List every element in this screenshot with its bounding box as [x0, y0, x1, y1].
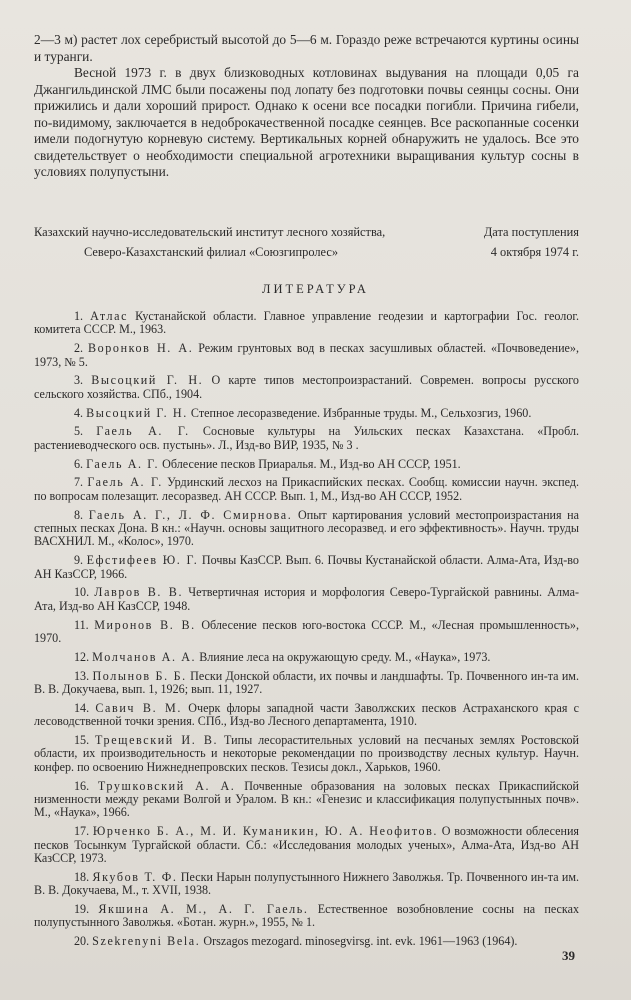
- reference-author: Гаель А. Г.: [87, 475, 163, 490]
- reference-number: 19.: [74, 902, 90, 917]
- reference-text: Облесение песков Приаралья. М., Изд-во АН СССР, 1951.: [162, 456, 461, 471]
- reference-author: Молчанов А. А.: [92, 649, 197, 664]
- reference-item: [34, 554, 579, 581]
- reference-text: Четвертичная история и морфология Северо-Тургайской равнины. Алма-Ата, Изд-во АН КазССР, 1948.: [34, 585, 579, 613]
- reference-number: 5.: [74, 424, 84, 439]
- reference-author: Полынов Б. Б.: [92, 668, 187, 683]
- reference-number: 16.: [74, 778, 90, 793]
- reference-author: Гаель А. Г.: [96, 424, 190, 439]
- reference-number: 13.: [74, 668, 90, 683]
- reference-item: [34, 425, 579, 452]
- reference-text: Естественное возобновление сосны на песках полупустынного Заволжья. «Ботан. журн.», 1955, № 1.: [34, 902, 579, 930]
- reference-text: Типы лесорастительных условий на песчаных землях Ростовской области, их производительность и некоторые рекомендации по производству лесных культур. Научн. конфер. по освоению Нижнеднепровских песков. Тезисы докл., Харьков, 1960.: [34, 733, 580, 774]
- reference-author: Воронков Н. А.: [87, 341, 194, 356]
- literature-heading: ЛИТЕРАТУРА: [262, 282, 369, 296]
- reference-author: Якшина А. М., А. Г. Гаель.: [98, 902, 309, 917]
- reference-author: Гаель А. Г., Л. Ф. Смирнова.: [88, 507, 293, 522]
- reference-text: Пески Донской области, их почвы и ландшафты. Тр. Почвенного ин-та им. В. В. Докучаева, вып. 1, 1926; вып. 11, 1927.: [34, 668, 579, 697]
- reference-number: 3.: [74, 373, 84, 388]
- reference-text: Кустанайской области. Главное управление геодезии и картографии Гос. геолог. комитета СССР. М., 1963.: [34, 309, 579, 337]
- intro-paragraph-2: Весной 1973 г. в двух близководных котловинах выдувания на площади 0,05 га Джангильдинской ЛМС были посажены под лопату без подготовки почвы сеянцы сосны. Они прижились и дали хороший прирост. Однако к осени все посадки погибли. Причина гибели, по-видимому, заключается в недоброкачественной посадке сеянцев. Все раскопанные сосенки имели подогнутую корневую систему. Вертикальных корней обнаружить не удалось. Все это свидетельствует о необходимости специальной агротехники выращивания культур сосны в условиях полупустыни.: [34, 65, 579, 179]
- reference-author: Атлас: [90, 309, 129, 323]
- reference-text: Режим грунтовых вод в песках засушливых областей. «Почвоведение», 1973, № 5.: [34, 341, 579, 369]
- reference-author: Трушковский А. А.: [97, 778, 236, 793]
- reference-author: Якубов Т. Ф.: [92, 869, 178, 884]
- reference-text: Сосновые культуры на Уильских песках Казахстана. «Пробл. растениеводческого осв. пустынь». Л., Изд-во ВИР, 1935, № 3 .: [34, 424, 580, 452]
- reference-item: [34, 509, 579, 549]
- reference-item: [34, 342, 579, 369]
- reference-author: Юрченко Б. А., М. И. Куманикин, Ю. А. Неофитов.: [92, 824, 439, 839]
- reference-number: 6.: [74, 456, 84, 471]
- reference-author: Савич В. М.: [95, 700, 183, 715]
- reference-text: О возможности облесения песков Тосынкум Тургайской области. Сб.: «Исследования молодых ученых», Алма-Ата, Изд-во АН КазССР, 1973.: [34, 824, 579, 866]
- affiliation-block: [34, 222, 579, 262]
- reference-item: [34, 702, 579, 729]
- reference-item: [34, 651, 579, 664]
- intro-paragraph-1: 2—3 м) растет лох серебристый высотой до 5—6 м. Гораздо реже встречаются куртины осины и туранги.: [34, 32, 579, 64]
- reference-item: [34, 619, 579, 646]
- reference-list: [34, 310, 579, 954]
- reference-number: 15.: [74, 733, 90, 748]
- received-label: Дата поступления: [483, 225, 579, 239]
- reference-number: 9.: [74, 553, 84, 568]
- reference-author: Миронов В. В.: [94, 617, 196, 632]
- reference-item: [34, 374, 579, 401]
- reference-author: Лавров В. В.: [94, 585, 184, 600]
- reference-number: 1.: [74, 309, 84, 323]
- branch-name: Северо-Казахстанский филиал «Союзгипролес»: [84, 245, 339, 259]
- reference-item: [34, 476, 579, 503]
- reference-number: 10.: [74, 585, 90, 600]
- reference-item: [34, 780, 579, 820]
- reference-number: 12.: [74, 649, 90, 664]
- reference-author: Трещевский И. В.: [95, 733, 219, 748]
- reference-item: [34, 871, 579, 898]
- reference-number: 17.: [74, 824, 90, 839]
- reference-item: [34, 310, 579, 337]
- reference-item: [34, 935, 579, 948]
- reference-number: 11.: [74, 617, 89, 632]
- reference-text: Почвы КазССР. Вып. 6. Почвы Кустанайской области. Алма-Ата, Изд-во АН КазССР, 1966.: [34, 553, 579, 581]
- reference-text: Опыт картирования условий местопроизрастания на степных песках Дона. В кн.: «Научн. основы защитного лесоразвед. и его эффективность». Научн. труды ВАСХНИЛ. М., «Колос», 1970.: [34, 507, 580, 549]
- reference-text: Урдинский лесхоз на Прикаспийских песках. Сообщ. комиссии научн. экспед. по вопросам полезащит. лесоразвед. АН СССР. Вып. 1, М., Изд-во АН СССР, 1952.: [34, 475, 580, 503]
- institute-name: Казахский научно-исследовательский институт лесного хозяйства,: [34, 225, 386, 239]
- reference-author: Высоцкий Г. Н.: [86, 405, 188, 420]
- reference-item: [34, 458, 579, 471]
- reference-item: [34, 734, 579, 774]
- reference-text: О карте типов местопроизрастаний. Современ. вопросы русского сельского хозяйства. СПб., 1904.: [34, 373, 579, 401]
- reference-number: 4.: [74, 405, 84, 420]
- reference-text: Очерк флоры западной части Заволжских песков Астраханского края с лесоводственной точки зрения. СПб., Изд-во Лесного департамента, 1910.: [34, 700, 580, 729]
- reference-number: 14.: [74, 700, 90, 715]
- reference-item: [34, 670, 579, 697]
- reference-item: [34, 825, 579, 865]
- reference-text: Облесение песков юго-востока СССР. М., «Лесная промышленность», 1970.: [34, 617, 580, 646]
- reference-number: 18.: [74, 869, 90, 884]
- reference-number: 2.: [74, 341, 84, 356]
- reference-text: Степное лесоразведение. Избранные труды. М., Сельхозгиз, 1960.: [190, 405, 532, 420]
- reference-number: 8.: [74, 507, 84, 522]
- received-date: 4 октября 1974 г.: [490, 245, 579, 259]
- reference-item: [34, 903, 579, 930]
- reference-number: 7.: [74, 475, 84, 490]
- reference-author: Szekrenyni Bela.: [92, 934, 201, 949]
- intro-text: [34, 32, 579, 181]
- reference-number: 20.: [74, 934, 90, 949]
- page-number: 39: [562, 948, 575, 963]
- reference-text: Пески Нарын полупустынного Нижнего Заволжья. Тр. Почвенного ин-та им. В. В. Докучаева, М., т. XVII, 1938.: [34, 869, 580, 898]
- reference-text: Orszagos mezogard. minosegvirsg. int. evk. 1961—1963 (1964).: [203, 934, 518, 949]
- reference-item: [34, 586, 579, 613]
- reference-author: Высоцкий Г. Н.: [91, 373, 204, 388]
- reference-author: Ефстифеев Ю. Г.: [86, 553, 199, 568]
- reference-text: Влияние леса на окружающую среду. М., «Наука», 1973.: [199, 649, 491, 664]
- reference-author: Гаель А. Г.: [86, 456, 160, 471]
- reference-item: [34, 407, 579, 420]
- reference-text: Почвенные образования на золовых песках Прикаспийской низменности между реками Волгой и Уралом. В кн.: «Генезис и классификация полупустынных почв». М., «Наука», 1966.: [34, 778, 579, 820]
